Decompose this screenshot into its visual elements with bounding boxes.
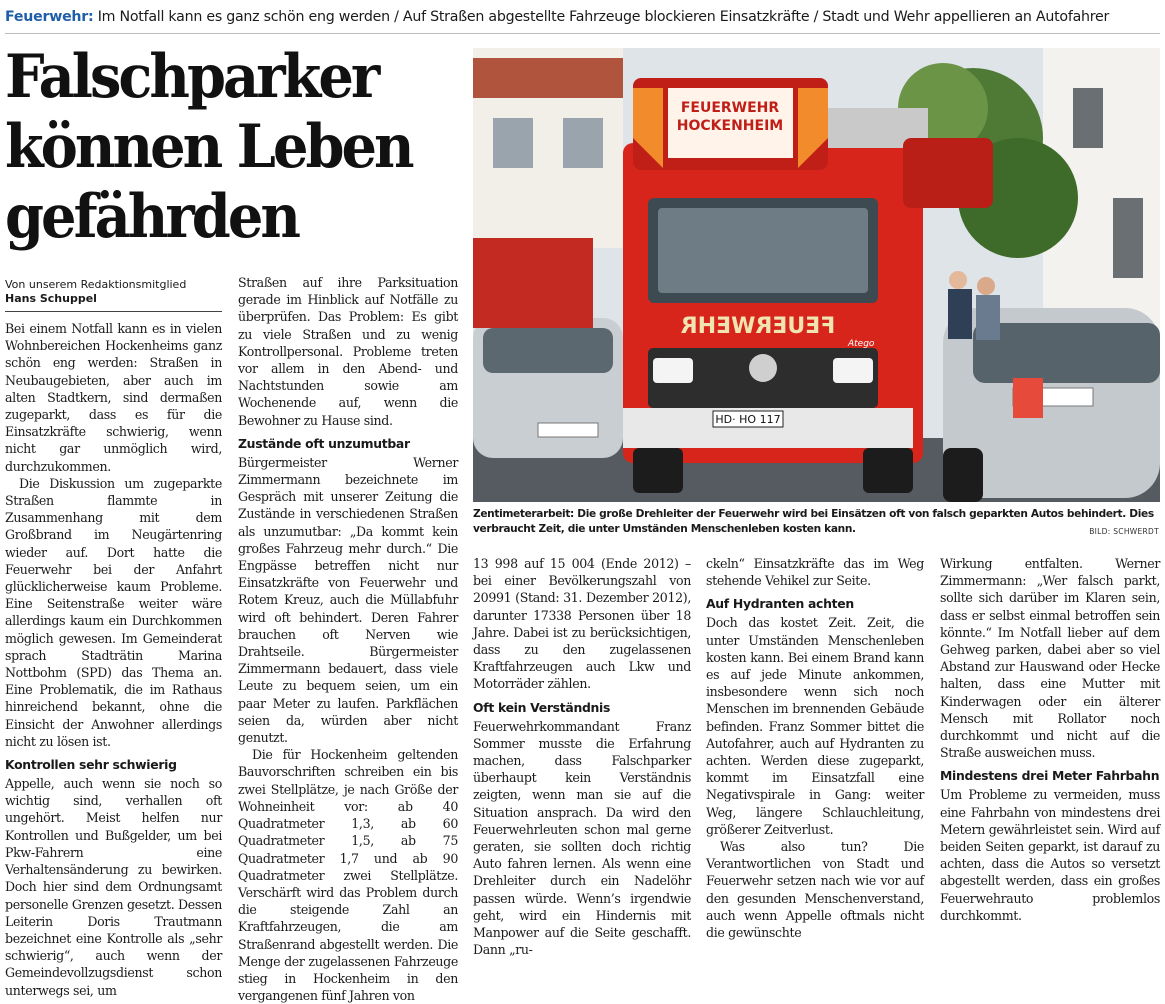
subheading: Zustände oft unzumutbar bbox=[238, 435, 410, 451]
headline bbox=[5, 42, 433, 252]
article-column-5 bbox=[940, 555, 1160, 924]
paragraph: Bei einem Notfall kann es in vielen Wohnbereichen Hockenheims ganz schön eng werden: Straßen in Neubaugebieten, aber auch im alten Stadtkern, sind dermaßen zugeparkt, dass es für die Einsatzkräfte schwierig, wenn nicht gar unmöglich wird, durchzukommen. bbox=[5, 321, 222, 474]
truck-sign-line-2: HOCKENHEIM bbox=[676, 118, 784, 134]
article-column-3 bbox=[473, 555, 691, 958]
paragraph: Was also tun? Die Verantwortlichen von Stadt und Feuerwehr setzen nach wie vor auf den gesunden Menschenverstand, auch wenn Appelle oftmals nicht die gewünschte bbox=[706, 839, 924, 941]
paragraph: Appelle, auch wenn sie noch so wichtig sind, verhallen oft ungehört. Meist helfen nur Kontrollen und Bußgelder, um bei Pkw-Fahrern eine Verhaltensänderung zu bewirken. Doch hier sind dem Ordnungsamt personelle Grenzen gesetzt. Dessen Leiterin Doris Trautmann bezeichnet eine Kontrolle als „sehr schwierig“, auch wenn der Gemeindevollzugsdienst schon unterwegs sei, um bbox=[5, 776, 222, 998]
byline-rule bbox=[5, 311, 222, 312]
article-column-1 bbox=[5, 320, 222, 999]
truck-mirror-text: FEUERWEHR bbox=[680, 314, 836, 339]
paragraph: Wirkung entfalten. Werner Zimmermann: „Wer falsch parkt, sollte sich darüber im Klaren sein, dass er selbst einmal betroffen sein könnte.“ Im Notfall lieber auf dem Gehweg parken, dabei aber so viel Abstand zur Hauswand oder Hecke halten, dass eine Mutter mit Kinderwagen oder ein älterer Mensch mit Rollator noch durchkommt und nicht auf die Straße ausweichen muss. bbox=[940, 556, 1160, 761]
paragraph: 13 998 auf 15 004 (Ende 2012) – bei einer Bevölkerungszahl von 20991 (Stand: 31. Dezember 2012), darunter 17338 Personen über 18 Jahre. Dabei ist zu berücksichtigen, dass zu den zugelassenen Kraftfahrzeugen auch Lkw und Motorräder zählen. bbox=[473, 556, 691, 692]
article-column-2 bbox=[238, 274, 458, 1004]
photo-credit: BILD: SCHWERDT bbox=[1089, 527, 1159, 536]
paragraph: Die Diskussion um zugeparkte Straßen flammte in Zusammenhang mit dem Großbrand im Neugärtenring wieder auf. Dort hatte die Feuerwehr bei der Anfahrt glücklicherweise kaum Probleme. Eine Seitenstraße weiter wäre allerdings kaum ein Durchkommen möglich gewesen. Im Gemeinderat sprach Stadträtin Marina Nottbohm (SPD) das Thema an. Eine Problematik, die im Rathaus hinreichend bekannt, ohne die Einsicht der Anwohner allerdings nicht zu lösen ist. bbox=[5, 475, 222, 749]
paragraph: Um Probleme zu vermeiden, muss eine Fahrbahn von mindestens drei Metern gewährleistet sein. Wird auf beiden Seiten geparkt, ist darauf zu achten, dass die Autos so versetzt abgestellt werden, dass ein großes Feuerwehrauto problemlos durchkommt. bbox=[940, 787, 1160, 923]
fire-truck-illustration bbox=[473, 48, 1160, 502]
subheading: Auf Hydranten achten bbox=[706, 596, 854, 612]
subheading: Oft kein Verständnis bbox=[473, 699, 611, 715]
paragraph: Feuerwehrkommandant Franz Sommer musste die Erfahrung machen, dass Falschparker überhaupt kein Verständnis zeigten, wenn man sie auf die Situation ansprach. Da wird den Feuerwehrleuten schon mal gerne geraten, sie sollten doch richtig Auto fahren lernen. Als wenn eine Drehleiter durch ein Nadelöhr passen würde. Wenn’s irgendwie geht, wird ein Hindernis mit Manpower auf die Seite geschafft. Dann „ru- bbox=[473, 718, 691, 958]
subheading: Kontrollen sehr schwierig bbox=[5, 757, 177, 773]
headline-line-3: gefährden bbox=[5, 182, 298, 252]
paragraph: Bürgermeister Werner Zimmermann bezeichnete im Gespräch mit unserer Zeitung die Zustände in verschiedenen Straßen als unzumutbar: „Da kommt kein großes Fahrzeug mehr durch.“ Die Engpässe betreffen nicht nur Einsatzkräfte von Feuerwehr und Rotem Kreuz, auch die Müllabfuhr wird oft behindert. Deren Fahrer brauchen oft Nerven wie Drahtseile. Bürgermeister Zimmermann bedauert, dass viele Leute zu bequem seien, um ein paar Meter zu laufen. Parkflächen seien da, würden aber nicht genutzt. bbox=[238, 454, 458, 746]
kicker-label: Feuerwehr: bbox=[5, 9, 94, 25]
photo-caption: Zentimeterarbeit: Die große Drehleiter der Feuerwehr wird bei Einsätzen oft von falsch geparkten Autos behindert. Dies verbraucht Zeit, die unter Umständen Menschenleben kosten kann. bbox=[473, 508, 1154, 535]
headline-line-1: Falschparker bbox=[5, 42, 378, 112]
paragraph: Doch das kostet Zeit. Zeit, die unter Umständen Menschenleben kosten kann. Bei einem Brand kann es auf jede Minute ankommen, insbesondere wenn sich noch Menschen im brennenden Gebäude befinden. Franz Sommer bittet die Autofahrer, auch auf Hydranten zu achten. Werden diese zugeparkt, kommt im Einsatzfall eine Negativspirale in Gang: weiter Weg, längere Schlauchleitung, größerer Zeitverlust. bbox=[706, 615, 924, 837]
article-photo bbox=[473, 48, 1160, 502]
headline-line-2: können Leben bbox=[5, 112, 412, 182]
top-rule bbox=[5, 33, 1160, 34]
truck-sign-line-1: FEUERWEHR bbox=[680, 100, 780, 116]
byline-author: Hans Schuppel bbox=[5, 292, 97, 305]
article-column-4 bbox=[706, 555, 924, 941]
kicker-line bbox=[5, 9, 1160, 25]
paragraph: Die für Hockenheim geltenden Bauvorschriften schreiben ein bis zwei Stellplätze, je nach Größe der Wohneinheit vor: ab 40 Quadratmeter 1,3, ab 60 Quadratmeter 1,5, ab 75 Quadratmeter 1,7 und ab 90 Quadratmeter zwei Stellplätze. Verschärft wird das Problem durch die steigende Zahl an Kraftfahrzeugen, die am Straßenrand abgestellt werden. Die Menge der zugelassenen Fahrzeuge stieg in Hockenheim in den vergangenen fünf Jahren von bbox=[238, 747, 458, 1004]
byline-intro: Von unserem Redaktionsmitglied bbox=[5, 278, 187, 291]
paragraph: ckeln“ Einsatzkräfte das im Weg stehende Vehikel zur Seite. bbox=[706, 556, 924, 589]
truck-plate: HD· HO 117 bbox=[715, 413, 781, 426]
subheading: Mindestens drei Meter Fahrbahn bbox=[940, 768, 1160, 784]
paragraph: Straßen auf ihre Parksituation gerade im Hinblick auf Notfälle zu überprüfen. Das Problem: Es gibt zu viele Straßen und zu wenig Kontrollpersonal. Probleme treten vor allem in den Abend- und Nachtstunden sowie am Wochenende auf, wenn die Bewohner zu Hause sind. bbox=[238, 275, 458, 428]
kicker-text: Im Notfall kann es ganz schön eng werden / Auf Straßen abgestellte Fahrzeuge blockieren Einsatzkräfte / Stadt und Wehr appellieren an Autofahrer bbox=[97, 9, 1110, 25]
truck-model: Atego bbox=[848, 339, 875, 349]
